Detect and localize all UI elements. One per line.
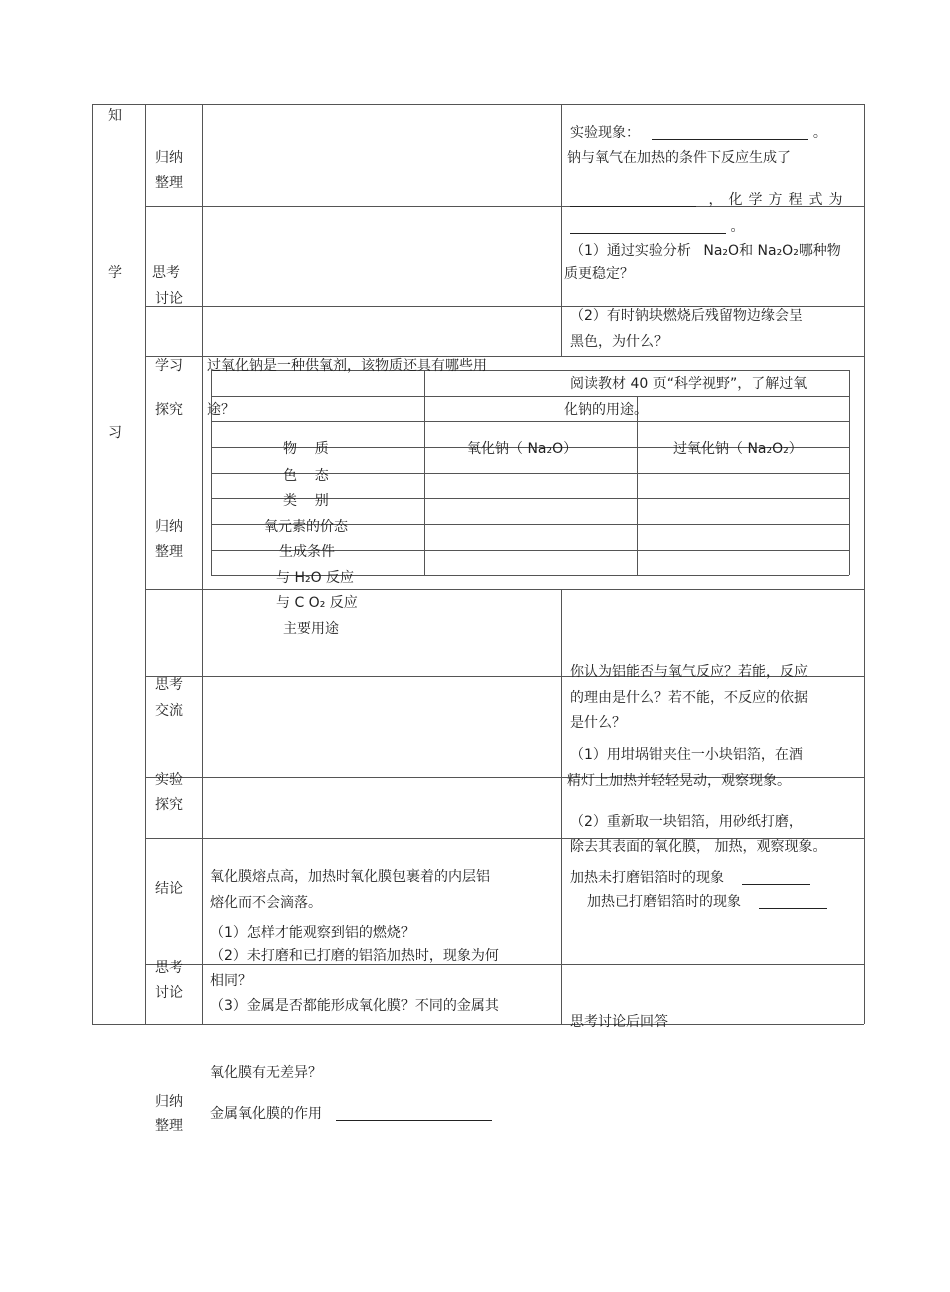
divider-content-col [202, 104, 203, 1024]
cmp-col-2 [637, 396, 638, 575]
supply-line2: 途？ [207, 402, 235, 418]
exp-phenomenon-period: 。 [812, 125, 827, 141]
label-sikao-1b: 讨论 [155, 291, 183, 307]
row-line-8 [145, 964, 864, 965]
label-sikao-1a: 思考 [152, 265, 180, 281]
frame-top [92, 104, 864, 105]
q1-line2: 质更稳定？ [564, 266, 634, 282]
film-role-line [210, 1106, 492, 1121]
discuss-q3b: 氧化膜有无差异？ [210, 1065, 322, 1081]
divider-label-col [145, 104, 146, 1024]
read-line2: 化钠的用途。 [564, 402, 648, 418]
obs-unpolished-label: 加热未打磨铝箔时的现象 [570, 870, 724, 886]
cmp-col-3 [849, 370, 850, 575]
label-sikao-jiaoliu-a: 思考 [155, 677, 183, 693]
cmp-row-color: 色 态 [283, 468, 329, 484]
exp-phenomenon [570, 125, 827, 140]
obs-unpolished [570, 870, 810, 885]
cmp-header-substance: 物 质 [283, 441, 329, 457]
label-guina-3b: 整理 [155, 1118, 183, 1134]
obs-polished [587, 894, 827, 909]
frame-left [92, 104, 93, 1024]
equation-period: 。 [730, 219, 745, 235]
q1-na2o2: Na₂O₂ [757, 243, 799, 259]
discuss-q1: （1）怎样才能观察到铝的燃烧？ [210, 925, 415, 941]
label-sikao-2b: 讨论 [155, 985, 183, 1001]
q1-he: 和 [739, 243, 754, 259]
q2-line2: 黑色，为什么？ [570, 334, 668, 350]
q1-line1 [570, 244, 841, 258]
label-guina-2b: 整理 [155, 544, 183, 560]
frame-right [864, 104, 865, 1024]
obs-polished-blank [759, 894, 827, 909]
left-char-xue: 学 [108, 265, 122, 281]
exp1-line1: （1）用坩埚钳夹住一小块铝箔，在酒 [570, 747, 803, 763]
product-line [570, 192, 848, 207]
conclusion-line1: 氧化膜熔点高，加热时氧化膜包裹着的内层铝 [210, 869, 490, 885]
obs-polished-label: 加热已打磨铝箔时的现象 [587, 894, 741, 910]
label-guina-2a: 归纳 [155, 519, 183, 535]
al-q-line1: 你认为铝能否与氧气反应？若能，反应 [570, 664, 808, 680]
left-char-xi: 习 [108, 425, 122, 441]
answer-after-discussion: 思考讨论后回答 [570, 1014, 668, 1030]
label-jielun: 结论 [155, 881, 183, 897]
na-o2-line: 钠与氧气在加热的条件下反应生成了 [567, 150, 791, 166]
discuss-q2: （2）未打磨和已打磨的铝箔加热时，现象为何 [210, 948, 499, 964]
label-guina-1a: 归纳 [155, 150, 183, 166]
cmp-col-0 [211, 370, 212, 575]
cmp-header-na2o: 氧化钠（ Na₂O） [467, 441, 578, 457]
exp-phenomenon-label: 实验现象： [570, 125, 640, 141]
cmp-row-use: 主要用途 [283, 621, 339, 637]
film-role-blank [336, 1106, 492, 1121]
cmp-row-co2: 与 C O₂ 反应 [276, 595, 358, 611]
label-shiyan-a: 实验 [155, 772, 183, 788]
cmp-header-na2o2: 过氧化钠（ Na₂O₂） [673, 441, 803, 457]
cmp-row-h2o: 与 H₂O 反应 [276, 570, 355, 586]
film-role-label: 金属氧化膜的作用 [210, 1106, 322, 1122]
exp2-line2: 除去其表面的氧化膜， 加热，观察现象。 [570, 839, 827, 855]
cmp-line-2 [211, 421, 849, 422]
equation-line [570, 219, 744, 234]
label-xuexi: 学习 [155, 358, 183, 374]
left-char-zhi: 知 [108, 108, 122, 124]
q1-suffix: 哪种物 [798, 243, 841, 259]
exp2-line1: （2）重新取一块铝箔，用砂纸打磨， [570, 814, 803, 830]
row-line-3 [145, 356, 864, 357]
label-tanjiu: 探究 [155, 402, 183, 418]
al-q-line2: 的理由是什么？若不能，不反应的依据 [570, 690, 808, 706]
cmp-row-valence: 氧元素的价态 [264, 519, 348, 535]
cmp-row-category: 类 别 [283, 493, 329, 509]
cmp-row-condition: 生成条件 [279, 544, 335, 560]
cmp-col-1 [424, 370, 425, 575]
divider-right-col-lower [561, 589, 562, 1024]
q1-na2o: Na₂O [703, 243, 740, 259]
al-q-line3: 是什么？ [570, 715, 626, 731]
row-line-2 [145, 306, 864, 307]
q1-prefix: （1）通过实验分析 [570, 243, 691, 259]
equation-blank [570, 219, 726, 234]
label-guina-3a: 归纳 [155, 1094, 183, 1110]
row-line-4 [145, 589, 864, 590]
discuss-q3: （3）金属是否都能形成氧化膜？不同的金属其 [210, 998, 499, 1014]
read-line1: 阅读教材 40 页“科学视野”，了解过氧 [570, 376, 808, 392]
label-sikao-2a: 思考 [155, 960, 183, 976]
exp1-line2: 精灯上加热并轻轻晃动，观察现象。 [567, 773, 791, 789]
equation-label: ，化学方程式为 [708, 192, 849, 208]
q2-line1: （2）有时钠块燃烧后残留物边缘会呈 [570, 308, 803, 324]
discuss-q2b: 相同？ [210, 973, 252, 989]
exp-phenomenon-blank [652, 125, 808, 140]
cmp-line-1 [211, 396, 849, 397]
obs-unpolished-blank [742, 870, 810, 885]
label-shiyan-b: 探究 [155, 797, 183, 813]
product-blank [570, 192, 696, 207]
divider-right-col-upper [561, 104, 562, 356]
label-guina-1b: 整理 [155, 175, 183, 191]
frame-bottom [92, 1024, 864, 1025]
label-sikao-jiaoliu-b: 交流 [155, 703, 183, 719]
conclusion-line2: 熔化而不会滴落。 [210, 895, 322, 911]
supply-line1: 过氧化钠是一种供氧剂，该物质还具有哪些用 [207, 358, 487, 374]
